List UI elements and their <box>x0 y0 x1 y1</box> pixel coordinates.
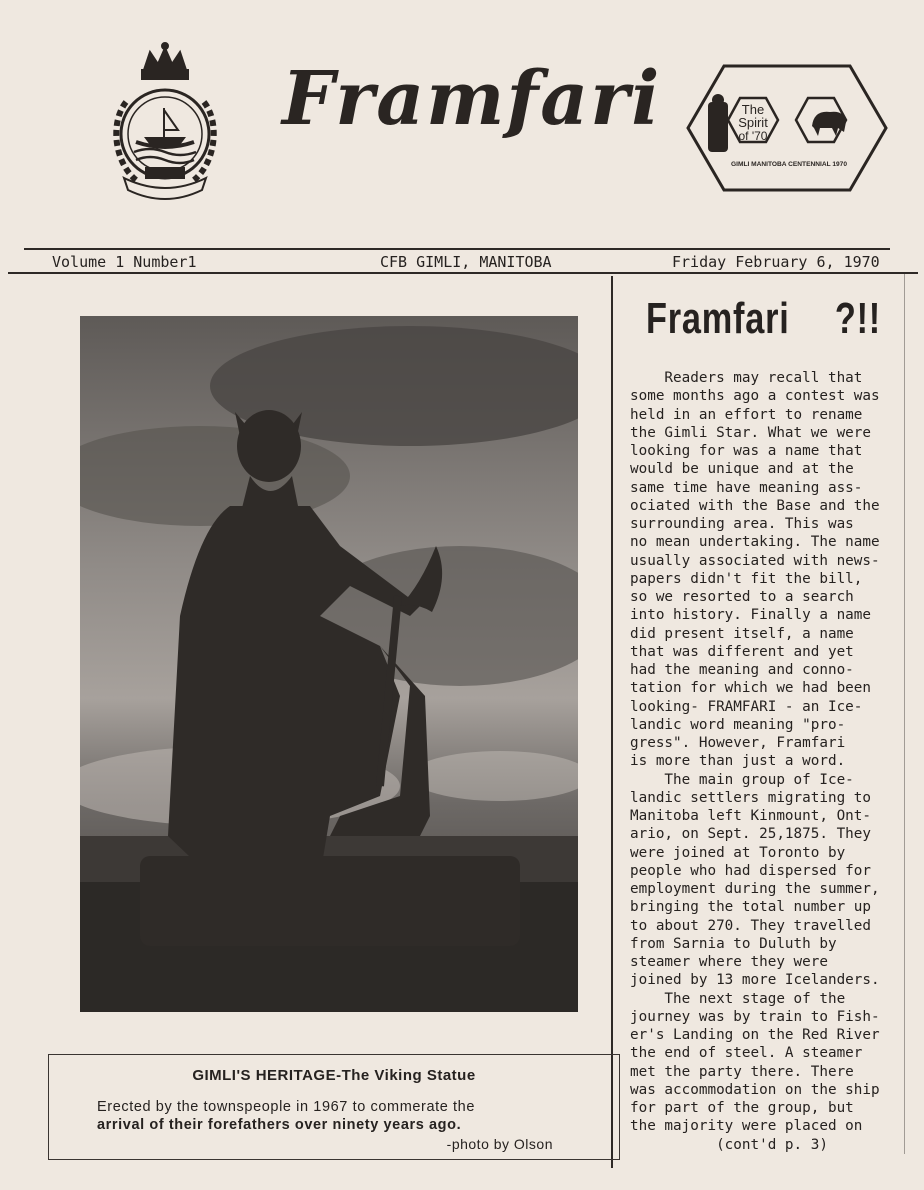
caption-title: GIMLI'S HERITAGE-The Viking Statue <box>192 1067 476 1084</box>
article-line: landic settlers migrating to <box>630 789 872 806</box>
article-line: looking for was a name that <box>630 443 863 459</box>
article-line: for part of the group, but <box>630 1100 854 1116</box>
article-line: were joined at Toronto by <box>630 844 846 861</box>
centennial-text-mid: Spirit <box>738 115 768 130</box>
article-line: The main group of Ice- <box>630 771 854 788</box>
column-divider-rule <box>611 276 613 1168</box>
article-line: tation for which we had been <box>630 680 872 697</box>
canadian-forces-base-crest-icon <box>106 42 224 206</box>
centennial-ribbon-text: GIMLI MANITOBA CENTENNIAL 1970 <box>730 161 848 168</box>
centennial-text-bottom: of '70 <box>738 129 768 143</box>
article-line: the majority were placed on <box>630 1118 863 1135</box>
article-line: the Gimli Star. What we were <box>630 424 872 441</box>
article-line: joined by 13 more Icelanders. <box>630 972 880 989</box>
article-line: same time have meaning ass- <box>630 479 863 496</box>
article-line: did present itself, a name <box>630 625 854 642</box>
article-line: usually associated with news- <box>630 552 880 569</box>
volume-number: Volume 1 Number1 <box>52 253 197 271</box>
article-line: journey was by train to Fish- <box>630 1008 880 1025</box>
caption-line-2: arrival of their forefathers over ninety years ago. <box>97 1117 462 1133</box>
article-heading <box>646 292 881 346</box>
article-line: bringing the total number up <box>630 899 872 916</box>
centennial-text-top: The <box>741 102 765 117</box>
article-line: papers didn't fit the bill, <box>630 570 863 587</box>
article-heading-word: Framfari <box>646 294 790 343</box>
article-line: met the party there. There <box>630 1063 854 1080</box>
caption-line-1: Erected by the townspeople in 1967 to commerate the <box>97 1099 476 1115</box>
dateline-bottom-rule <box>8 272 918 274</box>
article-body <box>630 369 910 1154</box>
article-line: would be unique and at the <box>630 461 854 478</box>
article-line: had the meaning and conno- <box>630 662 854 678</box>
photo-caption-box <box>48 1054 620 1160</box>
article-line: the end of steel. A steamer <box>630 1045 863 1062</box>
article-line: people who had dispersed for <box>630 862 872 879</box>
article-line: (cont'd p. 3) <box>630 1136 828 1153</box>
article-line: surrounding area. This was <box>630 516 854 532</box>
article-line: into history. Finally a name <box>630 607 872 624</box>
article-line: held in an effort to rename <box>630 406 863 423</box>
article-line: employment during the summer, <box>630 881 880 897</box>
article-line: to about 270. They travelled <box>630 917 872 934</box>
article-line: er's Landing on the Red River <box>630 1027 880 1043</box>
article-line: Manitoba left Kinmount, Ont- <box>630 808 872 824</box>
article-line: no mean undertaking. The name <box>630 534 880 551</box>
photo-credit: -photo by Olson <box>446 1136 553 1152</box>
article-line: some months ago a contest was <box>630 388 880 405</box>
article-line: is more than just a word. <box>630 753 846 770</box>
article-line: that was different and yet <box>630 643 854 660</box>
centennial-1970-emblem-icon <box>684 62 890 194</box>
dateline-location: CFB GIMLI, MANITOBA <box>380 253 552 271</box>
article-line: ociated with the Base and the <box>630 497 880 514</box>
article-line: steamer where they were <box>630 954 828 970</box>
article-line: so we resorted to a search <box>630 589 854 605</box>
article-line: gress". However, Framfari <box>630 735 846 751</box>
article-line: ario, on Sept. 25,1875. They <box>630 826 872 843</box>
article-line: was accommodation on the ship <box>630 1081 880 1098</box>
article-line: Readers may recall that <box>630 370 863 386</box>
article-heading-mark: ?!! <box>834 294 881 343</box>
masthead-title: Framfari <box>282 56 662 142</box>
dateline-top-rule <box>24 248 890 250</box>
dateline-date: Friday February 6, 1970 <box>672 253 880 271</box>
article-line: from Sarnia to Duluth by <box>630 935 837 952</box>
article-line: landic word meaning "pro- <box>630 716 846 733</box>
article-line: The next stage of the <box>630 990 846 1007</box>
article-line: looking- FRAMFARI - an Ice- <box>630 698 863 715</box>
viking-statue-photo <box>80 316 578 1012</box>
